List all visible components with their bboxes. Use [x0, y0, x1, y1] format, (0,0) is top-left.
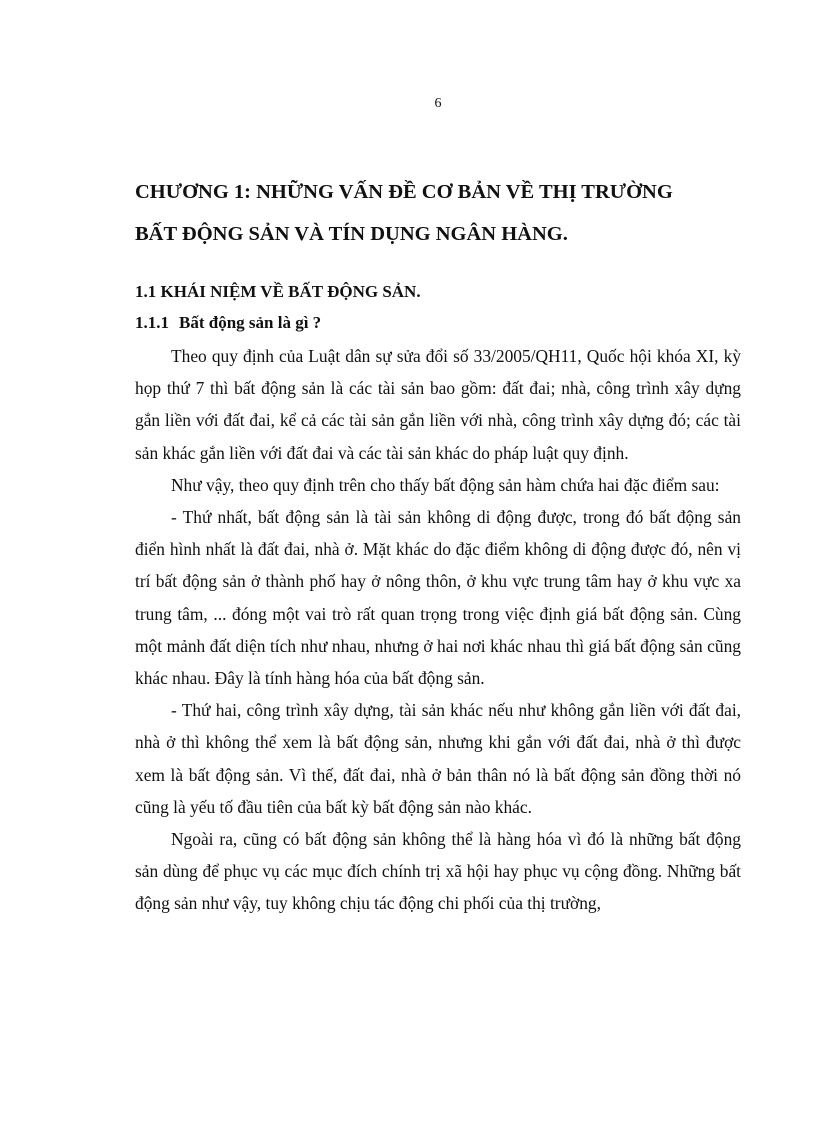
section-heading: 1.1 KHÁI NIỆM VỀ BẤT ĐỘNG SẢN.: [135, 282, 421, 301]
paragraph-1: Theo quy định của Luật dân sự sửa đổi số 33/2005/QH11, Quốc hội khóa XI, kỳ họp thứ 7 thì bất động sản là các tài sản bao gồm: đất đai; nhà, công trình xây dựng gắn liền với đất đai, kể cả các tài sản gắn liền với nhà, công trình xây dựng đó; các tài sản khác gắn liền với đất đai và các tài sản khác do pháp luật quy định.: [135, 346, 741, 463]
chapter-title-line-2: BẤT ĐỘNG SẢN VÀ TÍN DỤNG NGÂN HÀNG.: [135, 223, 568, 245]
paragraph-3: - Thứ nhất, bất động sản là tài sản không di động được, trong đó bất động sản điển hình nhất là đất đai, nhà ở. Mặt khác do đặc điểm không di động được đó, nên vị trí bất động sản ở thành phố hay ở nông thôn, ở khu vực trung tâm hay ở khu vực xa trung tâm, ... đóng một vai trò rất quan trọng trong việc định giá bất động sản. Cùng một mảnh đất diện tích như nhau, nhưng ở hai nơi khác nhau thì giá bất động sản cũng khác nhau. Đây là tính hàng hóa của bất động sản.: [135, 507, 741, 689]
subsection-heading: [135, 313, 321, 333]
page-number: 6: [434, 96, 442, 111]
chapter-title-line-1: CHƯƠNG 1: NHỮNG VẤN ĐỀ CƠ BẢN VỀ THỊ TRƯỜNG: [135, 181, 673, 203]
body-text: [135, 340, 741, 920]
paragraph-5: Ngoài ra, cũng có bất động sản không thể là hàng hóa vì đó là những bất động sản dùng để phục vụ các mục đích chính trị xã hội hay phục vụ cộng đồng. Những bất động sản như vậy, tuy không chịu tác động chi phối của thị trường,: [135, 829, 741, 914]
subsection-title: Bất động sản là gì ?: [179, 313, 322, 332]
chapter-title: [135, 171, 755, 255]
paragraph-4: - Thứ hai, công trình xây dựng, tài sản khác nếu như không gắn liền với đất đai, nhà ở thì không thể xem là bất động sản, nhưng khi gắn với đất đai, nhà ở thì được xem là bất động sản. Vì thế, đất đai, nhà ở bản thân nó là bất động sản đồng thời nó cũng là yếu tố đầu tiên của bất kỳ bất động sản nào khác.: [135, 700, 741, 817]
subsection-number: 1.1.1: [135, 313, 169, 332]
paragraph-2: Như vậy, theo quy định trên cho thấy bất động sản hàm chứa hai đặc điểm sau:: [171, 474, 720, 495]
